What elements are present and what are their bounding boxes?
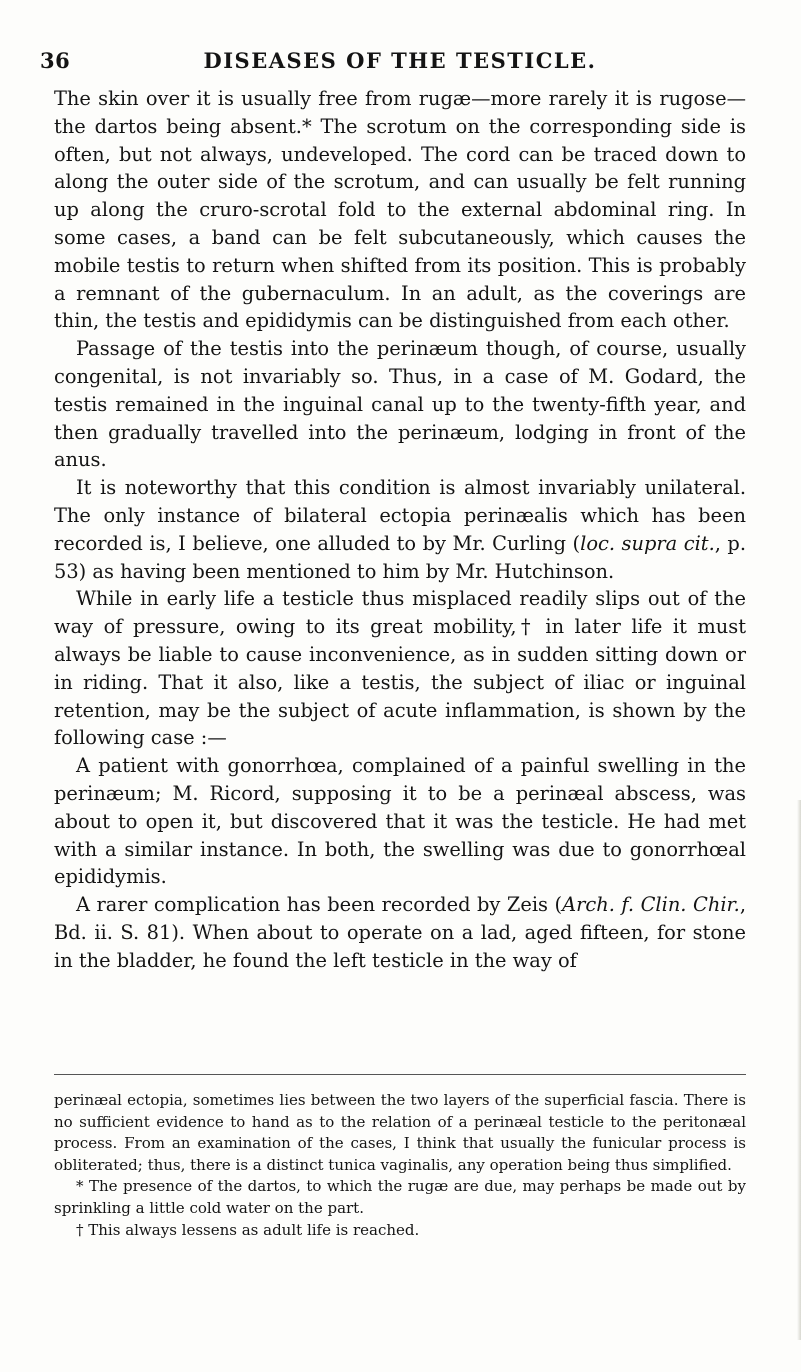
paragraph-4: While in early life a testicle thus misplaced readily slips out of the way of pressure, owing to its great mobility,† in later life it must always be liable to cause inconvenience, as in sudden sitting down or in riding. That it also, like a testis, the subject of iliac or inguinal retention, may be the subject of acute inflammation, is shown by the following case :— bbox=[54, 587, 746, 750]
paragraph-3-text-b: , p. 53) as having been mentioned to him by Mr. Hutchinson. bbox=[54, 531, 746, 583]
page-header bbox=[40, 48, 760, 82]
page-edge-shadow bbox=[797, 800, 801, 1340]
footnote-continued: perinæal ectopia, sometimes lies between the two layers of the superficial fascia. There is no sufficient evidence to hand as to the relation of a perinæal testicle to the peritonæal process. From an examination of the cases, I think that usually the funicular process is obliterated; thus, there is a distinct tunica vaginalis, any operation being thus simplified. bbox=[54, 1091, 746, 1174]
footnote-divider bbox=[54, 1074, 746, 1075]
footnote-star: * The presence of the dartos, to which the rugæ are due, may perhaps be made out by sprinkling a little cold water on the part. bbox=[54, 1177, 746, 1217]
paragraph-2: Passage of the testis into the perinæum though, of course, usually congenital, is not invariably so. Thus, in a case of M. Godard, the testis remained in the inguinal canal up to the twenty-fifth year, and then gradually travelled into the perinæum, lodging in front of the anus. bbox=[54, 337, 746, 472]
body-text bbox=[54, 85, 746, 975]
paragraph-1: The skin over it is usually free from rugæ—more rarely it is rugose—the dartos being absent.* The scrotum on the corresponding side is often, but not always, undeveloped. The cord can be traced down to along the outer side of the scrotum, and can usually be felt running up along the cruro-scrotal fold to the external abdominal ring. In some cases, a band can be felt subcutaneously, which causes the mobile testis to return when shifted from its position. This is probably a remnant of the gubernaculum. In an adult, as the coverings are thin, the testis and epididymis can be distinguished from each other. bbox=[54, 87, 746, 333]
page-number: 36 bbox=[40, 48, 71, 73]
citation-arch-clin-chir: Arch. f. Clin. Chir. bbox=[562, 893, 740, 917]
paragraph-5: A patient with gonorrhœa, complained of a painful swelling in the perinæum; M. Ricord, supposing it to be a perinæal abscess, was about to open it, but discovered that it was the testicle. He had met with a similar instance. In both, the swelling was due to gonorrhœal epididymis. bbox=[54, 754, 746, 889]
paragraph-3 bbox=[54, 474, 746, 585]
paragraph-6-text-a: A rarer complication has been recorded by Zeis ( bbox=[76, 893, 563, 917]
running-title: DISEASES OF THE TESTICLE. bbox=[203, 48, 597, 73]
paragraph-6 bbox=[54, 891, 746, 974]
citation-loc-supra-cit: loc. supra cit. bbox=[580, 531, 715, 555]
paragraph-6-text-b: , Bd. ii. S. 81). When about to operate on a lad, aged fifteen, for stone in the bladder, he found the left testicle in the way of bbox=[54, 893, 746, 972]
footnote-dagger: † This always lessens as adult life is reached. bbox=[76, 1220, 420, 1239]
paragraph-3-text-a: It is noteworthy that this condition is almost invariably unilateral. The only instance of bilateral ectopia perinæalis which has been recorded is, I believe, one alluded to by Mr. Curling ( bbox=[54, 476, 746, 555]
footnotes bbox=[54, 1090, 746, 1241]
